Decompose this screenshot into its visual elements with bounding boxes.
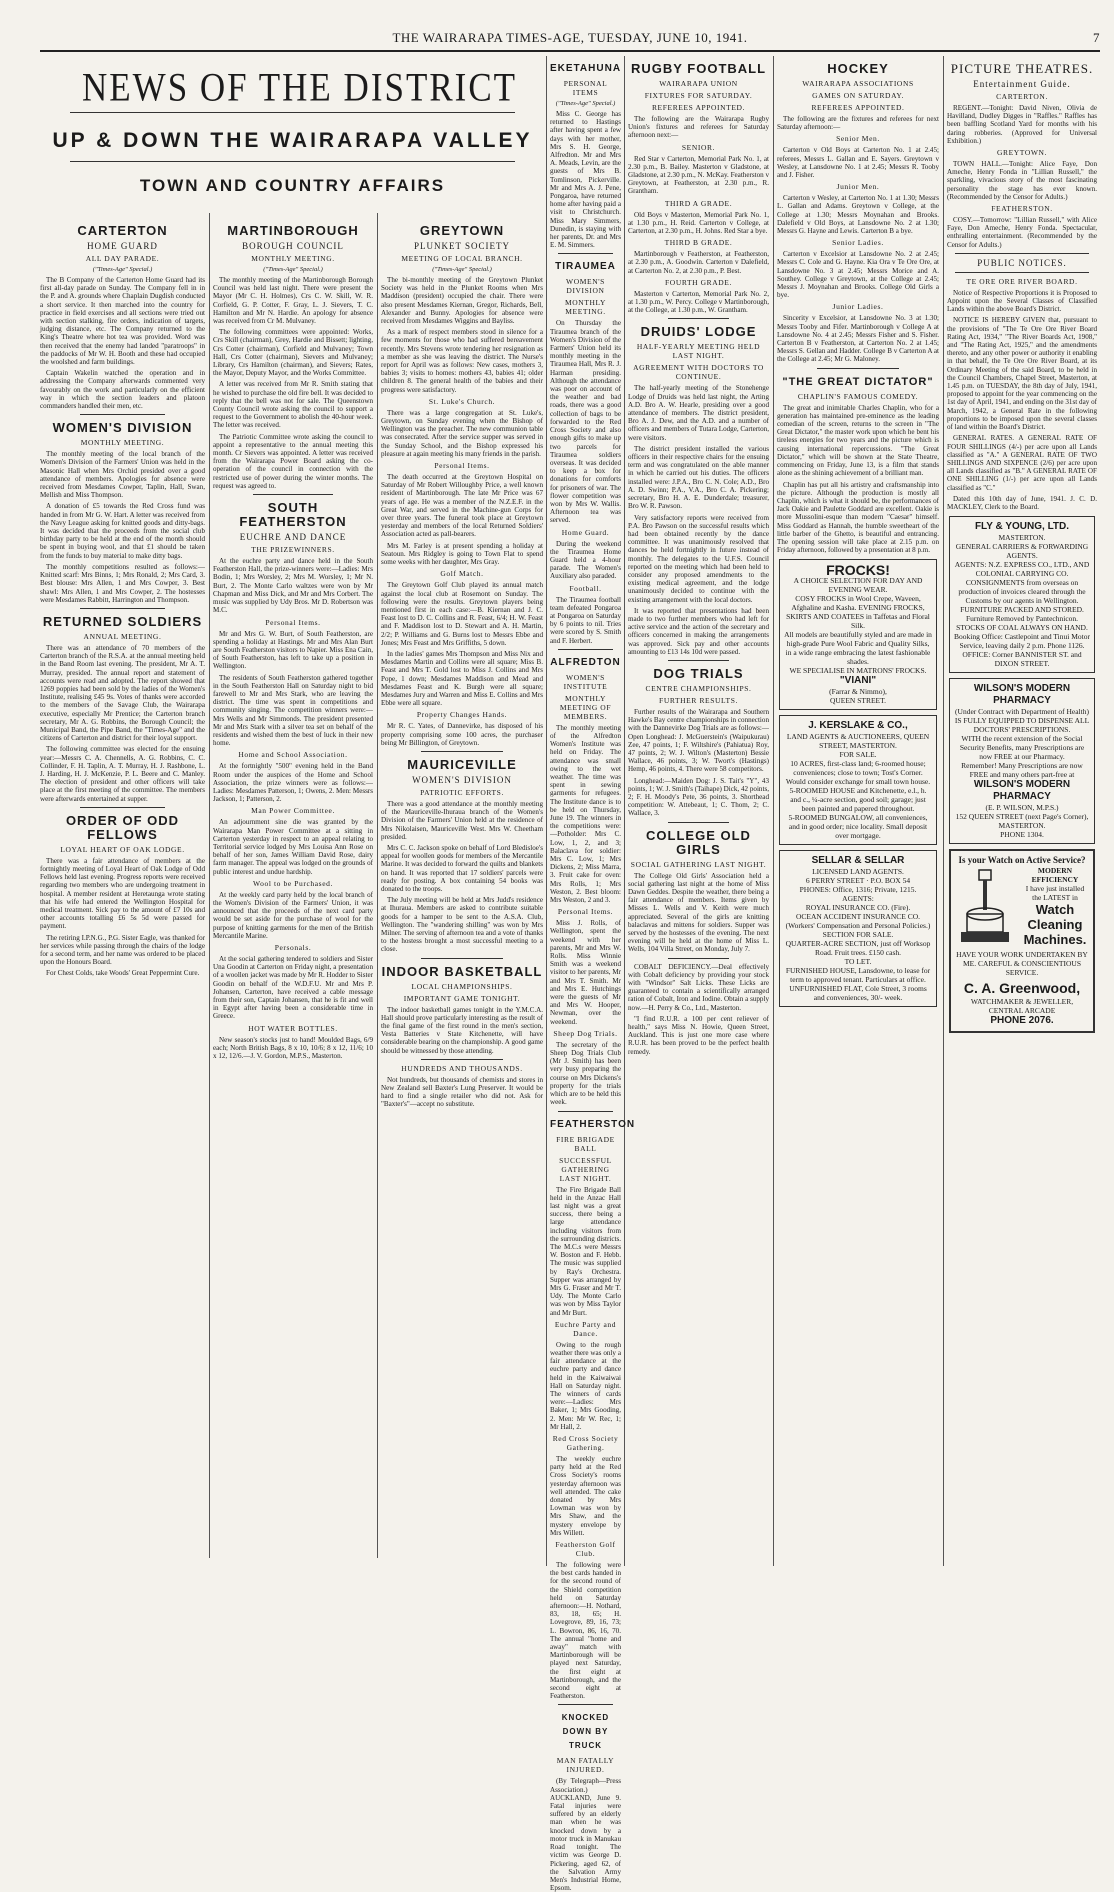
- divider: [558, 1111, 613, 1112]
- subheading: AGREEMENT WITH DOCTORS TO CONTINUE.: [633, 363, 764, 382]
- advert-line: WE SPECIALISE IN MATRONS' FROCKS.: [789, 666, 927, 676]
- masthead: [40, 30, 1100, 46]
- grade-heading: Senior Men.: [836, 134, 880, 144]
- article-paragraph: Captain Wakelin watched the operation and in addressing the Company afterwards commented very favourably on the work and particularly on the efficient way in which the section leaders and platoon commanders handled their men, etc.: [40, 369, 205, 411]
- divider: [80, 807, 165, 808]
- special-note: ("Times-Age" Special.): [92, 266, 153, 273]
- advert-line: A CHOICE SELECTION FOR DAY AND EVENING WEAR.: [793, 576, 923, 595]
- article-paragraph: During the weekend the Tiraumea Home Guard held a 4-hour parade. The Women's Auxiliary also paraded.: [550, 539, 621, 581]
- divider: [421, 958, 503, 959]
- article-paragraph: Mr and Mrs G. W. Burt, of South Featherston, are spending a holiday at Hastings. Mr and Mrs Alan Burt are South Featherston visitors to Napier. Miss Ena Cain, of South Featherston, has left to take up a position in Wellington.: [213, 629, 373, 671]
- article-paragraph: The following are the Wairarapa Rugby Union's fixtures and referees for Saturday afternoon next:—: [628, 115, 769, 140]
- column-hockey: [777, 56, 939, 1590]
- advert-line: All models are beautifully styled and are made in high-grade Pure Wool Fabric and Quality Silks, in a wide range embracing the latest fashionable shades.: [784, 630, 932, 667]
- advert-line: OFFICE: Corner BANNISTER ST. and DIXON STREET.: [962, 650, 1082, 669]
- advert-line: QUARTER-ACRE SECTION, just off Worksop Road. Fruit trees. £150 cash.: [785, 939, 931, 958]
- advert-line: "VIANI": [839, 675, 877, 687]
- notice-paragraph: NOTICE IS HEREBY GIVEN that, pursuant to the provisions of "The Te Ore Ore River Board Rating Act, 1934," "The River Boards Act, 1908," and "The Rating Act, 1925," and the amendments thereto, and any other power or authority it enabling in that behalf, the Te Ore Ore River Board, at its Ordinary Meeting of the said Board, to be held in the Council Chambers, Chapel Street, Masterton, at 1.45 p.m. on TUESDAY, the 8th day of July, 1941, proposed to appoint for the year commencing on the 1st day of April, 1941, and ending on the 31st day of March, 1942, a General Rate in the following proportions to be imposed upon the several classes of land within the Board's District.: [947, 316, 1097, 432]
- advert-title: FLY & YOUNG, LTD.: [974, 521, 1070, 533]
- article-paragraph: It was reported that presentations had been made to two further members who had left for active service and the action of the secretary and officers concerned in making the arrangements was approved. Sick pay and other accounts amounting to £13 14s 10d were passed.: [628, 606, 769, 656]
- masthead-title: THE WAIRARAPA TIMES-AGE, TUESDAY, JUNE 10, 1941.: [392, 30, 748, 45]
- article-paragraph: Miss C. George has returned to Hastings after having spent a few days with her mother, Mrs S. H. George, Alfredton. Mr and Mrs A. Meads, Levin, are the guests of Mrs B. Tomlinson, Pickerville. Mr and Mrs A. J. Pene, Pongaroa, have returned home after having paid a visit to Christchurch. Miss Mary Simmers, Dunedin, is staying with her parents, Dr. and Mrs E. M. Simmers.: [550, 110, 621, 250]
- special-note: ("Times-Age" Special.): [432, 266, 492, 273]
- subheading: SUCCESSFUL GATHERING LAST NIGHT.: [559, 1155, 612, 1183]
- article-paragraph: The monthly competitions resulted as follows:—Knitted scarf: Mrs Binns, 1; Mrs Ronald, 2; Mrs Card, 3. Best blouse: Mrs Allen, 1 and Mrs Cowper, 3. Best shawl: Mrs Allen, 1 and Mrs Cowper, 2. The hostesses were Mesdames Rabbitt, Harrington and Thompson.: [40, 562, 205, 604]
- advert-line: LICENSED LAND AGENTS.: [812, 867, 904, 877]
- advert-question: Is your Watch on Active Service?: [958, 855, 1086, 866]
- subheading: REFEREES APPOINTED.: [651, 103, 746, 112]
- article-paragraph: Miss J. Rolls, of Wellington, spent the weekend with her parents, Mr and Mrs W. Rolls. Miss Winnie Smith was a weekend visitor to her parents, Mr and Mrs T. Smith. Mr and Mrs E. Hutchings were the guests of Mr and Mrs W. Hooper, Newman, over the weekend.: [550, 919, 621, 1026]
- article-paragraph: There was a fair attendance of members at the fortnightly meeting of Loyal Heart of Oak Lodge of Odd Fellows held last evening. Progress reports were received regarding two members who are undergoing treatment in hospital. A member resident at Heretaunga wrote stating that his wife had entered the Wellington Hospital for medical treatment. Sick pay to the amount of £7 10s and other accounts totalling £6 5s 5d were passed for payment.: [40, 856, 205, 931]
- article-paragraph: At the weekly card party held by the local branch of the Women's Division of the Farmers' Union, it was announced that the proceeds of the next card party would be set aside for the purchase of wool for the purpose of knitting garments for the men of the British Mercantile Marine.: [213, 890, 373, 940]
- advert-line: LAND AGENTS & AUCTIONEERS, QUEEN STREET, MASTERTON.: [786, 732, 930, 751]
- article-paragraph: Not hundreds, but thousands of chemists and stores in New Zealand sell Baxter's Lung Preserver. It would be hard to find a single retailer who did not. Ask for "Baxter's"—accept no substitute.: [381, 1075, 543, 1109]
- notice-paragraph: Notice of Respective Proportions it is Proposed to Appoint upon the Several Classes of Classified Lands within the above Board's District.: [947, 288, 1097, 314]
- advert-line: 5-ROOMED HOUSE and Kitchenette, e.l., h. and c., ¼-acre section, good soil; garage; just been painted and papered throughout.: [789, 786, 927, 814]
- subheading: WAIRARAPA UNION: [659, 79, 738, 88]
- banner-rule: [70, 161, 515, 162]
- advert-title: FROCKS!: [826, 562, 890, 579]
- advert-kerslake: [779, 715, 937, 845]
- article-paragraph: The July meeting will be held at Mrs Judd's residence at Ihuraua. Members are asked to contribute suitable goods for a hamper to be sent to the A.S.A. Club, Wellington. The "wandering shilling" was won by Mrs Milner. The serving of afternoon tea and a vote of thanks to the hostess brought a most successful meeting to a close.: [381, 896, 543, 954]
- article-paragraph: Owing to the rough weather there was only a fair attendance at the euchre party and dance held in the Kaiwaiwai Hall on Saturday night. The winners of cards were:—Ladies: Mrs Baker, 1; Mrs Gooding, 2. Men: Mr W. Rec, 1; Mr Hall, 2.: [550, 1340, 621, 1431]
- subheading: MONTHLY MEETING.: [251, 254, 335, 263]
- subheading: WAIRARAPA ASSOCIATIONS: [802, 79, 914, 88]
- article-paragraph: (By Telegraph—Press Association.) AUCKLAND, June 9. Fatal injuries were suffered by an elderly man when he was knocked down by a motor truck in Manukau Road tonight. The victim was George D. Pickering, aged 62, of the Salvation Army Men's Industrial Home, Epsom.: [550, 1777, 621, 1892]
- subheading: HOT WATER BOTTLES.: [248, 1023, 338, 1033]
- advert-line: COSY FROCKS in Wool Crepe, Waveen, Afghaline and Kasha. EVENING FROCKS, SKIRTS AND COATEES in Taffetas and Floral Silk.: [786, 594, 930, 631]
- divider: [558, 1704, 613, 1705]
- divider: [558, 253, 613, 254]
- article-paragraph: The College Old Girls' Association held a social gathering last night at the home of Miss Dawn Geddes. Despite the weather, there being a fair attendance of members. Items given by Misses L. Wells and V. Keith were much appreciated. Several of the girls are knitting balaclavas and mittens for soldiers. Supper was served by the hostesses of the evening. The next evening will be held at the home of Miss L. Wells, 104 Villa Street, on Monday, July 7.: [628, 871, 769, 954]
- advert-line: WATCHMAKER & JEWELLER, CENTRAL ARCADE: [970, 997, 1074, 1016]
- article-paragraph: Mr R. C. Yates, of Dannevirke, has disposed of his property comprising some 100 acres, the purchaser being Mr Billington, of Greytown.: [381, 722, 543, 747]
- article-paragraph: The following are the fixtures and referees for next Saturday afternoon:—: [777, 115, 939, 132]
- divider: [253, 494, 333, 495]
- subheading: PLUNKET SOCIETY: [413, 241, 511, 251]
- advert-phone: PHONE 2076.: [990, 1015, 1054, 1027]
- heading-druids-lodge: DRUIDS' LODGE: [640, 324, 757, 340]
- advert-line: QUEEN STREET.: [829, 696, 887, 706]
- divider: [955, 253, 1089, 254]
- subheading: Sheep Dog Trials.: [553, 1028, 618, 1038]
- subheading: IMPORTANT GAME TONIGHT.: [403, 993, 521, 1003]
- column-rule: [377, 213, 378, 1558]
- subheading: HUNDREDS AND THOUSANDS.: [401, 1063, 523, 1073]
- advert-line: GENERAL CARRIERS & FORWARDING AGENTS.: [955, 542, 1089, 561]
- article-paragraph: The following committee was elected for the ensuing year:—Messrs C. A. Chennells, A. G. Robbins, C. C. Collinder, F. H. Taplin, A. T. Murray, H. J. Rashbone, L. J. Harding, H. J. McKenzie, P. L. Beere and C. Manley. The election of president and other officers will take place at the first meeting of the committee. The members were afterwards entertained at supper.: [40, 745, 205, 803]
- subheading: Red Cross Society Gathering.: [552, 1433, 619, 1452]
- subheading: Home and School Association.: [238, 750, 348, 760]
- article-paragraph: Longhead:—Maiden Dog: J. S. Tait's "Y", 43 points, 1; W. J. Smith's (Taihape) Dick, 42 points, 2; F. H. Moody's Pete, 36 points, 3. Shorthead competition: W. Attebeaut, 1; C. Thom, 2; C. Wallace, 3.: [628, 776, 769, 818]
- advert-title: SELLAR & SELLAR: [811, 855, 905, 867]
- heading-tiraumea: TIRAUMEA: [555, 261, 616, 273]
- advert-line: MASTERTON.: [998, 533, 1046, 543]
- subheading: THE PRIZEWINNERS.: [251, 545, 335, 555]
- banner-title: NEWS OF THE DISTRICT: [82, 64, 518, 110]
- article-paragraph: TOWN HALL.—Tonight: Alice Faye, Don Ameche, Henry Fonda in "Lillian Russell," the sparkling, vivacious story of the most fascinating personality the stage has ever known. (Recommended by the Censor for Adults.): [947, 160, 1097, 201]
- subheading: FIRE BRIGADE BALL: [556, 1134, 615, 1153]
- advert-wilsons-pharmacy: [949, 678, 1095, 844]
- subheading: Entertainment Guide.: [973, 79, 1071, 89]
- advert-frocks: [779, 559, 937, 710]
- divider: [421, 1059, 503, 1060]
- subheading: WOMEN'S DIVISION: [412, 774, 512, 785]
- column-eketahuna: [550, 56, 636, 1892]
- subheading: REFEREES APPOINTED.: [811, 103, 905, 112]
- article-paragraph: Further results of the Wairarapa and Southern Hawke's Bay centre championships in connection with the Dannevirke Dog Trials are as follows:—Open Longhead: J. McGuerstein's (Waipukurau) Zee, 47 points, 1; F. Wiltshire's (Pahiatua) Roy, 47 points, 2; W. J. Wilton's (Masterton) Bessie Wallace, 46 points, 3; W. Twort's (Hastings) Hemp, 46 points, 4. There were 58 competitors.: [628, 707, 769, 774]
- heading-martinborough: MARTINBOROUGH: [227, 223, 359, 238]
- divider: [558, 649, 613, 650]
- advert-line: AGENTS:: [842, 894, 874, 904]
- subheading: PERSONAL ITEMS: [563, 79, 608, 97]
- footer-ad: For Chest Colds, take Woods' Great Peppermint Cure.: [46, 969, 200, 978]
- subheading: ANNUAL MEETING.: [83, 631, 162, 641]
- article-paragraph: The weekly euchre party held at the Red Cross Society's rooms yesterday afternoon was well attended. The cake donated by Mrs Lowman was won by Mrs Shaw, and the mystery envelope by Mrs Willett.: [550, 1454, 621, 1537]
- article-paragraph: The following were the best cards handed in for the second round of the Shield competition held on Saturday afternoon:—H. Nothard, 83, 18, 65; H. Lovegrove, 89, 16, 73; L. Bowron, 86, 16, 70. The annual "home and away" match with Martinborough will be played next Saturday, the first eight at Martinborough, and the second eight at Featherston.: [550, 1561, 621, 1701]
- subheading: BOROUGH COUNCIL: [242, 241, 344, 251]
- divider: [668, 660, 729, 661]
- grade-heading: FOURTH GRADE.: [665, 277, 732, 287]
- heading-mauriceville: MAURICEVILLE: [407, 756, 517, 772]
- advert-line: CONSIGNMENTS from overseas on production of invoices cleared through the Customs by our agents in Wellington.: [958, 578, 1086, 606]
- article-paragraph: REGENT.—Tonight: David Niven, Olivia de Havilland, Dudley Digges in "Raffles." Raffles has been baffling Scotland Yard for months with his daring robberies. (Approved for Universal Exhibition.): [947, 104, 1097, 145]
- advert-line: (E. P. WILSON, M.P.S.): [985, 803, 1059, 813]
- subheading: HOME GUARD: [87, 241, 158, 251]
- subheading: MONTHLY MEETING.: [80, 438, 165, 448]
- article-paragraph: There was a large congregation at St. Luke's, Greytown, on Sunday evening when the Bishop of Wellington was the preacher. The new communion table was consecrated. After the service supper was served in the Sunday School, and the Bishop expressed his pleasure at again meeting his many friends in the parish.: [381, 408, 543, 458]
- article-paragraph: Red Star v Carterton, Memorial Park No. 1, at 2.30 p.m., B. Bailey. Masterton v Gladstone, at Gladstone, at 2.30 p.m., N. McKay. Featherston v Greytown, at Featherston, at 2.30 p.m., R. Grantham.: [628, 154, 769, 196]
- subheading: Man Power Committee.: [251, 806, 335, 816]
- article-paragraph: COSY.—Tomorrow: "Lillian Russell," with Alice Faye, Don Ameche, Henry Fonda. Spectacular, enthralling entertainment. (Recommended by the Censor for Adults.): [947, 216, 1097, 249]
- subheading: Featherston Golf Club.: [555, 1540, 616, 1559]
- town-heading: FEATHERSTON.: [991, 204, 1053, 214]
- advert-line: (Farrar & Nimmo),: [829, 687, 887, 697]
- column-carterton: [40, 218, 205, 1590]
- divider: [668, 822, 729, 823]
- article-paragraph: An adjournment sine die was granted by the Wairarapa Man Power Committee at a sitting in Carterton yesterday in respect to an appeal relating to Territorial service lodged by Mrs Louisa Ann Rose on behalf of her son, James William David Rose, dairy farm manager. The appeal was lodged on the grounds of public interest and undue hardship.: [213, 818, 373, 876]
- advert-line: UNFURNISHED FLAT, Cole Street, 3 rooms and conveniences, 30/- week.: [789, 984, 927, 1003]
- top-rule: [40, 50, 1100, 52]
- article-paragraph: At the euchre party and dance held in the South Featherston Hall, the prize-winners were:—Ladies: Mrs Bodin, 1; Mrs Worsley, 2; Mrs M. Worsley, 1; Mr N. Burt, 2. The Monte Carlo waltzes were won by Mr Chapman and Miss Dick, and Mr and Mrs Corbert. The music was supplied by Udy Bros. Mr D. Robertson was M.C.: [213, 557, 373, 615]
- divider: [668, 318, 729, 319]
- advert-line: 10 ACRES, first-class land; 6-roomed house; conveniences; close to town; Tost's Corner. Would consider exchange for small town house.: [785, 759, 931, 787]
- subheading: TE ORE ORE RIVER BOARD.: [966, 276, 1078, 286]
- grade-heading: THIRD B GRADE.: [664, 238, 733, 248]
- subheading: HALF-YEARLY MEETING HELD LAST NIGHT.: [636, 342, 761, 361]
- advert-greenwood: [949, 849, 1095, 1033]
- divider: [80, 608, 165, 609]
- subheading: EUCHRE AND DANCE: [239, 532, 347, 543]
- article-paragraph: The monthly meeting of the Alfredton Women's Institute was held on Friday. The attendance was small owing to the wet weather. The time was spent in sewing garments for refugees. The Institute dance is to be held on Thursday, June 19. The winners in the competitions were:—Potholder: Mrs C. Low, 1, 2, and 3; Balaclava for soldier: Mrs C. Low, 1; Mrs Dickens, 2; Miss Marra, 3. Fruit cake for oven: Mrs Rolls, 1; Mrs Weston, 2. Best bloom: Mrs Weston, 2 and 3.: [550, 723, 621, 905]
- article-paragraph: The residents of South Featherston gathered together in the South Featherston Hall on Saturday night to bid farewell to Mr and Mrs Stark, who are leaving the district. The time was spent in competitions and community singing. The competition winners were:—Mrs Wells and Mr Simmonds. The president presented Mr and Mrs Stark with a silver tea set on behalf of the residents and wished them the best of luck in their new home.: [213, 673, 373, 748]
- article-paragraph: Carterton v Wesley, at Carterton No. 1 at 1.30; Messrs L. Gallan and Adams. Greytown v College, at the College at 1.30; Messrs Moynahan and Brooks. Dalefield v Old Boys, at Lansdowne No. 2 at 1.30; Messrs G. Hayne and Lewis. Carterton B a bye.: [777, 194, 939, 236]
- article-paragraph: The great and inimitable Charles Chaplin, who for a generation has maintained pre-eminence as the leading comedian of the screen, returns to the screen in "The Great Dictator," the master work upon which he bent his tireless energies for two years and the picture which is causing international repercussions. "The Great Dictator," which will be shown at the State Theatre, commencing on Friday, June 13, is a film that stands alone as the shining achievement of a brilliant man.: [777, 403, 939, 478]
- subheading: PATRIOTIC EFFORTS.: [420, 787, 504, 797]
- banner-subtitle: UP & DOWN THE WAIRARAPA VALLEY: [52, 129, 533, 152]
- subheading: Golf Match.: [440, 569, 484, 579]
- advert-paragraph: COBALT DEFICIENCY.—Deal effectively with Cobalt deficiency by providing your stock with "Windsor" Salt Licks. These Licks are guaranteed to contain a scientifically arranged ration of Cobalt, Iron and Iodine. Obtain a supply now.—H. Perry & Co., Ltd., Masterton.: [628, 962, 769, 1012]
- heading-great-dictator: "THE GREAT DICTATOR": [782, 375, 934, 388]
- advert-title: WILSON'S MODERN PHARMACY: [973, 683, 1071, 707]
- heading-public-notices: PUBLIC NOTICES.: [977, 257, 1067, 268]
- article-paragraph: The indoor basketball games tonight in the Y.M.C.A. Hall should prove particularly interesting as the result of the final game of the first round in the men's section, Vesta Batteries v State Kitchenette, will have considerable bearing on the championship. A good game should be witnessed by those attending.: [381, 1005, 543, 1055]
- article-paragraph: Very satisfactory reports were received from P.A. Bro Pawson on the successful results which had been obtained recently by the dance committee. It was unanimously resolved that dances be held fortnightly in future instead of monthly. The delegates to the U.F.S. Council reported on the meeting which had been held to consider any proposed amendments to the existing medical agreement, and the lodge unanimously decided to continue with the existing arrangement with the local doctors.: [628, 513, 769, 604]
- article-paragraph: There was a good attendance at the monthly meeting of the Mauriceville-Ihuraua branch of the Women's Division of the Farmers' Union held at the residence of Mrs Nikolaisen, Mauriceville West. Mrs W. Cheetham presided.: [381, 799, 543, 841]
- article-paragraph: There was an attendance of 70 members of the Carterton branch of the R.S.A. at the annual meeting held in the Band Room last evening. The president, Mr A. T. Murray, presided. The annual report and statement of accounts were read and adopted. The report showed that 1269 poppies had been sold by the ladies of the Women's Institute, realising £45 9s. Votes of thanks were accorded to the members of the Savage Club, the Wairarapa executive, especially Mr Prentice; the Carterton branch secretary, Mr A. G. Robbins, the Borough Council; the Municipal Band, the Pipe Band, the "Times-Age" and the citizens of Carterton and district for their loyal support.: [40, 643, 205, 743]
- heading-college-old-girls: COLLEGE OLD GIRLS: [646, 827, 751, 857]
- subheading: FURTHER RESULTS.: [659, 695, 738, 705]
- advert-line: WITH the recent extension of the Social Security Benefits, many Prescriptions are now FREE at our Pharmacy.: [959, 734, 1085, 762]
- subheading: Property Changes Hands.: [416, 710, 508, 720]
- heading-knocked-down: KNOCKED DOWN BY TRUCK: [561, 1713, 610, 1751]
- subheading: Personal Items.: [557, 907, 614, 917]
- heading-rugby-football: RUGBY FOOTBALL: [630, 61, 767, 76]
- notice-paragraph: GENERAL RATES. A GENERAL RATE OF FOUR SHILLINGS (4/-) per acre upon all Lands classified as "A." A GENERAL RATE OF TWO SHILLINGS AND SIXPENCE (2/6) per acre upon all Lands classified as "B." A GENERAL RATE OF ONE SHILLING (1/-) per acre upon all Lands classified as "C.": [947, 434, 1097, 492]
- divider: [817, 368, 899, 369]
- column-rule: [773, 56, 774, 1566]
- article-paragraph: A donation of £5 towards the Red Cross fund was handed in from Mr G. W. Hart. A letter was received from the Navy League asking for knitted goods and ditty-bags. It was decided that the proceeds from the social club birthday party to be held at the end of the month should be spent in buying wool, and that £1 should be taken from the funds to buy material to make ditty bags.: [40, 502, 205, 560]
- divider: [955, 272, 1089, 273]
- article-paragraph: The secretary of the Sheep Dog Trials Club (Mr J. Smith) has been very busy preparing the course on Mrs Dickens's property for the trials which are to be held this week.: [550, 1040, 621, 1107]
- divider: [421, 751, 503, 752]
- heading-indoor-basketball: INDOOR BASKETBALL: [381, 963, 543, 979]
- subheading: Personal Items.: [434, 461, 490, 471]
- advert-line: 6 PERRY STREET · P.O. BOX 54: [805, 876, 911, 886]
- advert-title: Watch Cleaning Machines.: [1023, 902, 1087, 948]
- article-paragraph: A letter was received from Mr R. Smith stating that he wished to purchase the old fire bell. It was decided to reply that the bell was not for sale. The Queenstown County Council wrote asking the council to support a request to the Government to abolish the 40-hour week. The letter was received.: [213, 380, 373, 430]
- subheading: Football.: [569, 583, 602, 593]
- divider: [668, 958, 729, 959]
- article-paragraph: Mrs C. C. Jackson spoke on behalf of Lord Bledisloe's appeal for woollen goods for members of the Mercantile Marine. It was decided to forward the quilts and blankets on hand. It was reported that 17 soldiers' parcels were ready for posting. A box containing 54 books was donated to the troops.: [381, 843, 543, 893]
- advert-line: HAVE YOUR WORK UNDERTAKEN BY ME. CAREFUL & CONSCIENTIOUS SERVICE.: [956, 950, 1088, 978]
- subheading: SOCIAL GATHERING LAST NIGHT.: [630, 859, 767, 869]
- article-paragraph: The Greytown Golf Club played its annual match against the local club at Rosemont on Sunday. The following were the results. Greytown players being mentioned first in each case:—B. Kiernan and J. C. Feast lost to D. C. Collins and R. Feast, 6/4; H. W. Feast and F. Maddison lost to D. Stewart and A. H. Martin, 2/2; P. Williams and G. Burns lost to Messrs Ebbe and Jones; Mrs Feast and Mrs Griffiths, 5 down.: [381, 581, 543, 647]
- article-paragraph: The district president installed the various officers in their respective chairs for the ensuing term and was congratulated on the able manner in which he carried out his duties. The officers installed were: J.P.A., Bro C. N. Cole; A.D., Bro A. D. Swinn; P.A., V.A., Bro C. A. Pickering; secretary, Bro H. A. E. Dunderdale; treasurer, Bro W. R. Pawson.: [628, 444, 769, 511]
- column-rule: [209, 213, 210, 1558]
- article-paragraph: The retiring I.P.N.G., P.G. Sister Eagle, was thanked for her services while passing through the chairs of the lodge for a second term, and her name was ordered to be placed upon the Honours Board.: [40, 933, 205, 967]
- advert-line: WILSON'S MODERN PHARMACY: [973, 779, 1071, 803]
- column-rule: [546, 56, 547, 1566]
- article-paragraph: The following committees were appointed: Works, Crs Skill (chairman), Grey, Hardie and Bissett; lighting, Crs Cotter (chairman), Corfield and Mulvaney; Town Hall, Crs Cotter (chairman), Sievers and Mulvaney; Library, Crs Hamilton (chairman), and Sievers; Rates, the Mayor, Deputy Mayor, and the Works Committee.: [213, 328, 373, 378]
- subheading: ALL DAY PARADE.: [85, 254, 160, 263]
- heading-carterton: CARTERTON: [77, 223, 168, 238]
- article-paragraph: At the social gathering tendered to soldiers and Sister Una Goodin at Carterton on Friday night, a presentation of a woollen jacket was made by Mr R. Hodder to Sister Goodin on behalf of the W.D.F.U. Mr and Mrs P. Johansen, Carterton, have received a cable message from their son, Captain Johansen, that he is fit and well in Egypt after having been a considerable time in Greece.: [213, 955, 373, 1021]
- advert-line: Booking Office: Castlepoint and Tinui Motor Service, leaving daily 2 p.m. Phone 1126.: [954, 632, 1090, 651]
- heading-alfredton: ALFREDTON: [550, 656, 621, 668]
- article-paragraph: Carterton v Old Boys at Carterton No. 1 at 2.45; referees, Messrs L. Gallan and E. Sayers. Greytown v Wesley, at Lansdowne No. 1 at 2.45; Messrs R. Tooby and J. Fisher.: [777, 146, 939, 180]
- subheading: Home Guard.: [561, 527, 610, 537]
- heading-south-featherston: SOUTH FEATHERSTON: [239, 500, 347, 530]
- article-paragraph: Chaplin has put all his artistry and craftsmanship into the picture. Although the production is mostly all Chaplin, which is what it should be, the performances of Jack Oakie and Paulette Goddard are excellent. Oakie is more Mussolini-esque than modern "Caesar" himself. Miss Goddard as Hannah, the humble sweetheart of the little barber of the Ghetto, is beautiful and entrancing. The opening session will take place at 2.15 p.m. on Friday afternoon, followed by a presentation at 8 p.m.: [777, 480, 939, 555]
- article-paragraph: The Tiraumea football team defeated Pongaroa at Pongaroa on Saturday by 6 points to nil. Tries were scored by S. Smith and F. Herbert.: [550, 595, 621, 645]
- heading-featherston: FEATHERSTON: [550, 1118, 636, 1130]
- article-paragraph: Old Boys v Masterton, Memorial Park No. 1, at 1.30 p.m., H. Reid. Carterton v College, at Carterton, at 2.30 p.m., H. Johns. Red Star a bye.: [628, 210, 769, 236]
- advert-line: FURNISHED HOUSE, Lansdowne, to lease for term to approved tenant. Particulars at office.: [785, 966, 931, 985]
- advert-line: Remember! Many Prescriptions are now FREE and many others part-free at: [961, 761, 1083, 780]
- article-paragraph: The Fire Brigade Ball held in the Anzac Hall last night was a great success, there being a large attendance including visitors from the surrounding districts. The M.C.s were Messrs W. Boston and F. Hebb. The music was supplied by Ray's Orchestra. Supper was arranged by Mrs G. Fraser and Mr T. Udy. The Monte Carlo was won by Miss Taylor and Mr Burt.: [550, 1185, 621, 1317]
- grade-heading: Junior Ladies.: [832, 302, 884, 312]
- subheading: WOMEN'S DIVISION: [566, 277, 605, 296]
- subheading: St. Luke's Church.: [428, 396, 496, 406]
- article-paragraph: The death occurred at the Greytown Hospital on Saturday of Mr Robert Willoughby Price, a well known resident of Martinborough. The late Mr Price was 67 years of age. He was a member of the N.Z.E.F. in the Great War, and served in the Machine-gun Corps for over three years. The funeral took place at Greytown yesterday and members of the local Returned Soldiers' Association acted as pall-bearers.: [381, 473, 543, 539]
- advert-line: TO LET.: [844, 957, 872, 967]
- article-paragraph: On Thursday the Tiraumea branch of the Women's Division of the Farmers' Union held its monthly meeting in the Tiraumea Hall, Mrs R. J. Harman presiding. Although the attendance was poor on account of the weather and bad roads, there was a good collection of bags to be forwarded to the Red Cross Society and also enough gifts to make up two parcels for Tiraumea soldiers overseas. It was decided to keep a box for donations for comforts for prisoners of war. The flower competition was won by Mrs W. Wallis. Afternoon tea was served.: [550, 319, 621, 525]
- heading-dog-trials: DOG TRIALS: [653, 665, 744, 681]
- article-paragraph: The monthly meeting of the Martinborough Borough Council was held last night. There were present the Mayor (Mr C. H. Holmes), Crs C. W. Skill, W. R. Corfield, G. P. Cotter, F. Gray, L. J. Sievers, T. C. Hamilton and Mr N. Hardie. An apology for absence was received from Cr M. Mulvaney.: [213, 276, 373, 326]
- advert-line: PHONES: Office, 1316; Private, 1215.: [799, 885, 917, 895]
- advert-line: 5-ROOMED BUNGALOW, all conveniences, and in good order; nice locality. Small deposit over mortgage.: [788, 813, 928, 841]
- subheading: Personals.: [274, 943, 312, 952]
- advert-line: 152 QUEEN STREET (next Page's Corner), MASTERTON.: [955, 812, 1089, 831]
- article-paragraph: Martinborough v Featherston, at Featherston, at 2.30 p.m., A. Goodwin. Carterton v Dalefield, at Carterton No. 2, at 2.30 p.m., P. Best.: [628, 250, 769, 275]
- advert-title: J. KERSLAKE & CO.,: [808, 720, 908, 732]
- article-paragraph: Masterton v Carterton, Memorial Park No. 2, at 1.30 p.m., W. Percy. College v Martinborough, at the College, at 1.30 p.m., W. Grantham.: [628, 289, 769, 315]
- grade-heading: Junior Men.: [836, 182, 880, 192]
- article-paragraph: The B Company of the Carterton Home Guard had its first all-day parade on Sunday. The Company fell in in the P. and A. grounds where Chaplain Dugdish conducted a short service. It then marched into the country for practice in field exercises and all sections were tried out with section stalking, fire orders, indication of targets, judging distance, etc. The Company returned to the King's Theatre where hot tea was provided. Word was then received that the enemy had landed "paratroops" in the paddocks of Mr W. H. Booth and these had occupied the woolshed and farm buildings.: [40, 276, 205, 367]
- special-note: ("Times-Age" Special.): [263, 266, 323, 273]
- advert-sellar: [779, 850, 937, 1007]
- divider: [80, 414, 165, 415]
- article-paragraph: The Patriotic Committee wrote asking the council to appoint a representative to the annual meeting this month. Cr Sievers was appointed. A letter was received from the Wairarapa Power Board asking the co-operation of the council in connection with the restricted use of power during the winter months. The request was agreed to.: [213, 432, 373, 490]
- subheading: Euchre Party and Dance.: [554, 1319, 617, 1338]
- grade-heading: Senior Ladies.: [832, 238, 884, 248]
- watch-cleaning-machine-icon: [955, 868, 1015, 948]
- article-paragraph: Carterton v Excelsior at Lansdowne No. 2 at 2.45; Messrs C. Cole and G. Hayne. Kia Ora v Te Ore Ore, at Lansdowne No. 3 at 2.45; Messrs Morice and A. Southey. College v Greytown, at the College at 2.45; Messrs J. Moynahan and Brooks. College Old Girls a bye.: [777, 250, 939, 300]
- banner: [40, 66, 545, 196]
- advert-line: FOR SALE.: [839, 750, 877, 760]
- subheading: MEETING OF LOCAL BRANCH.: [401, 254, 523, 263]
- advert-line: SECTION FOR SALE.: [822, 930, 894, 940]
- subheading: LOCAL CHAMPIONSHIPS.: [411, 981, 513, 991]
- article-paragraph: The half-yearly meeting of the Stonehenge Lodge of Druids was held last night, the Arting A.D. Bro A. W. Hearle, presiding over a good attendance of members. The district president, Bro A. J. Dew, and the A.D. and a number of officers and members of Tutara Lodge, Carterton, were visitors.: [628, 384, 769, 442]
- subheading: FIXTURES FOR SATURDAY.: [644, 91, 753, 100]
- heading-eketahuna: EKETAHUNA: [550, 63, 622, 74]
- advert-line: PHONE 1304.: [1000, 830, 1044, 840]
- column-pictures-notices: [947, 56, 1097, 1590]
- article-paragraph: Sincerity v Excelsior, at Lansdowne No. 3 at 1.30; Messrs Tooby and Fifer. Martinborough v College A at Lansdowne No. 4 at 2.45; Messrs Fisher and S. Fisher. Carterton B v Featherston, at Carterton No. 2 at 1.45; Messrs S. Gellan and Hadder. College B v Carterton A at the College at 2.45; Mr G. Maloney.: [777, 314, 939, 364]
- grade-heading: THIRD A GRADE.: [664, 198, 733, 208]
- article-paragraph: The bi-monthly meeting of the Greytown Plunket Society was held in the Plunket Rooms when Mrs Maddison (president) occupied the chair. There were also present Mesdames Kiernan, Gregor, Richards, Bell, Alexander and Bunny. Apologies for absence were received from Mesdames Wiggins and Bayliss.: [381, 276, 543, 326]
- banner-section: TOWN AND COUNTRY AFFAIRS: [139, 176, 446, 195]
- column-rule: [624, 56, 625, 1566]
- advert-line: FURNITURE PACKED AND STORED. Furniture Removed by Pantechnicon. STOCKS OF COAL ALWAYS ON HAND.: [956, 605, 1088, 633]
- subheading: MAN FATALLY INJURED.: [556, 1756, 615, 1775]
- advert-name: C. A. Greenwood,: [963, 980, 1081, 997]
- article-paragraph: The monthly meeting of the local branch of the Women's Division of the Farmers' Union was held in the Masonic Hall when Mrs Orchid presided over a good attendance of members. Apologies for absence were received from Mesdames Cowper, Taplin, Hall, Swan, Mellish and Miss Thompson.: [40, 450, 205, 500]
- article-paragraph: New season's stocks just to hand! Moulded Bags, 6/9 each; North British Bags, 8 x 10, 10/6; 8 x 12, 11/6; 10 x 12, 12/6.—J. V. Gordon, M.P.S., Masterton.: [213, 1035, 373, 1061]
- subheading: CENTRE CHAMPIONSHIPS.: [645, 683, 752, 693]
- notice-paragraph: Dated this 10th day of June, 1941. J. C. D. MACKLEY, Clerk to the Board.: [947, 494, 1097, 511]
- article-paragraph: In the ladies' games Mrs Thompson and Miss Nix and Mesdames Martin and Collins were all square; Miss B. Feast and Mrs T. Gold lost to Miss J. Collins and Mrs Pope, 1 down; Mesdames Maddison and Mead and Mesdames Feast and K. Burgh were all square; Mesdames Jury and Warren and Miss E. Collins and Mrs Ebbe were all square.: [381, 649, 543, 708]
- column-rule: [943, 56, 944, 1566]
- article-paragraph: As a mark of respect members stood in silence for a few moments for those who had suffered bereavement recently. Mrs Stevens wrote tendering her resignation as a member as she was leaving the district. The Nurse's report for April was as follows: New cases, mothers 3, babies 3; visits to homes: mothers 43, babies 41; older children 8. The general health of the babies and their progress were satisfactory.: [381, 328, 543, 394]
- special-note: ("Times-Age" Special.): [555, 100, 616, 107]
- page-number: 7: [1093, 30, 1100, 45]
- advert-line: (Under Contract with Department of Health): [955, 707, 1089, 717]
- advert-line: MODERN EFFICIENCY: [1031, 866, 1079, 885]
- subheading: WOMEN'S INSTITUTE: [563, 672, 608, 691]
- article-paragraph: At the fortnightly "500" evening held in the Band Room under the auspices of the Home and School Association, the prize winners were as follows:—Ladies: Mesdames Patterson, 1; Owens, 2. Men: Messrs Jackson, 1; Patterson, 2.: [213, 762, 373, 804]
- subheading: GAMES ON SATURDAY.: [812, 91, 904, 100]
- column-rugby: [628, 56, 769, 1590]
- subheading: LOYAL HEART OF OAK LODGE.: [60, 844, 185, 854]
- subheading: Personal Items.: [265, 617, 321, 627]
- heading-womens-division: WOMEN'S DIVISION: [52, 420, 193, 436]
- subheading: MONTHLY MEETING OF MEMBERS.: [559, 693, 612, 721]
- column-martinborough: [213, 218, 373, 1590]
- advert-fly-young: [949, 516, 1095, 673]
- heading-greytown: GREYTOWN: [419, 223, 505, 238]
- subheading: MONTHLY MEETING.: [565, 298, 606, 317]
- advert-line: I have just installed the LATEST in: [1025, 884, 1085, 903]
- heading-odd-fellows: ORDER OF ODD FELLOWS: [65, 812, 180, 842]
- advert-line: IS FULLY EQUIPPED TO DISPENSE ALL DOCTORS' PRESCRIPTIONS.: [954, 716, 1090, 735]
- article-paragraph: Mrs M. Farley is at present spending a holiday at Seatoun. Mrs Ridgley is going to Town Flat to spend some weeks with her daughter, Mrs Gray.: [381, 541, 543, 567]
- subheading: CHAPLIN'S FAMOUS COMEDY.: [797, 391, 919, 401]
- heading-picture-theatres: PICTURE THEATRES.: [950, 61, 1094, 76]
- banner-rule: [70, 112, 515, 113]
- advert-line: AGENTS: N.Z. EXPRESS CO., LTD., AND COLONIAL CARRYING CO.: [954, 560, 1090, 579]
- town-heading: GREYTOWN.: [996, 148, 1048, 158]
- town-heading: CARTERTON.: [996, 92, 1048, 101]
- advert-paragraph: "I find R.U.R. a 100 per cent reliever of health," says Miss N. Howie, Queen Street, Auckland. This is just one more case where R.U.R. has been proved to be the perfect health remedy.: [628, 1014, 769, 1056]
- advert-line: OCEAN ACCIDENT INSURANCE CO. (Workers' Compensation and Personal Policies.): [785, 912, 931, 931]
- grade-heading: SENIOR.: [681, 142, 716, 152]
- heading-hockey: HOCKEY: [827, 61, 889, 76]
- column-greytown: [381, 218, 543, 1590]
- advert-line: ROYAL INSURANCE CO. (Fire).: [805, 903, 911, 913]
- heading-returned-soldiers: RETURNED SOLDIERS: [42, 613, 203, 629]
- subheading: Wool to be Purchased.: [253, 878, 333, 888]
